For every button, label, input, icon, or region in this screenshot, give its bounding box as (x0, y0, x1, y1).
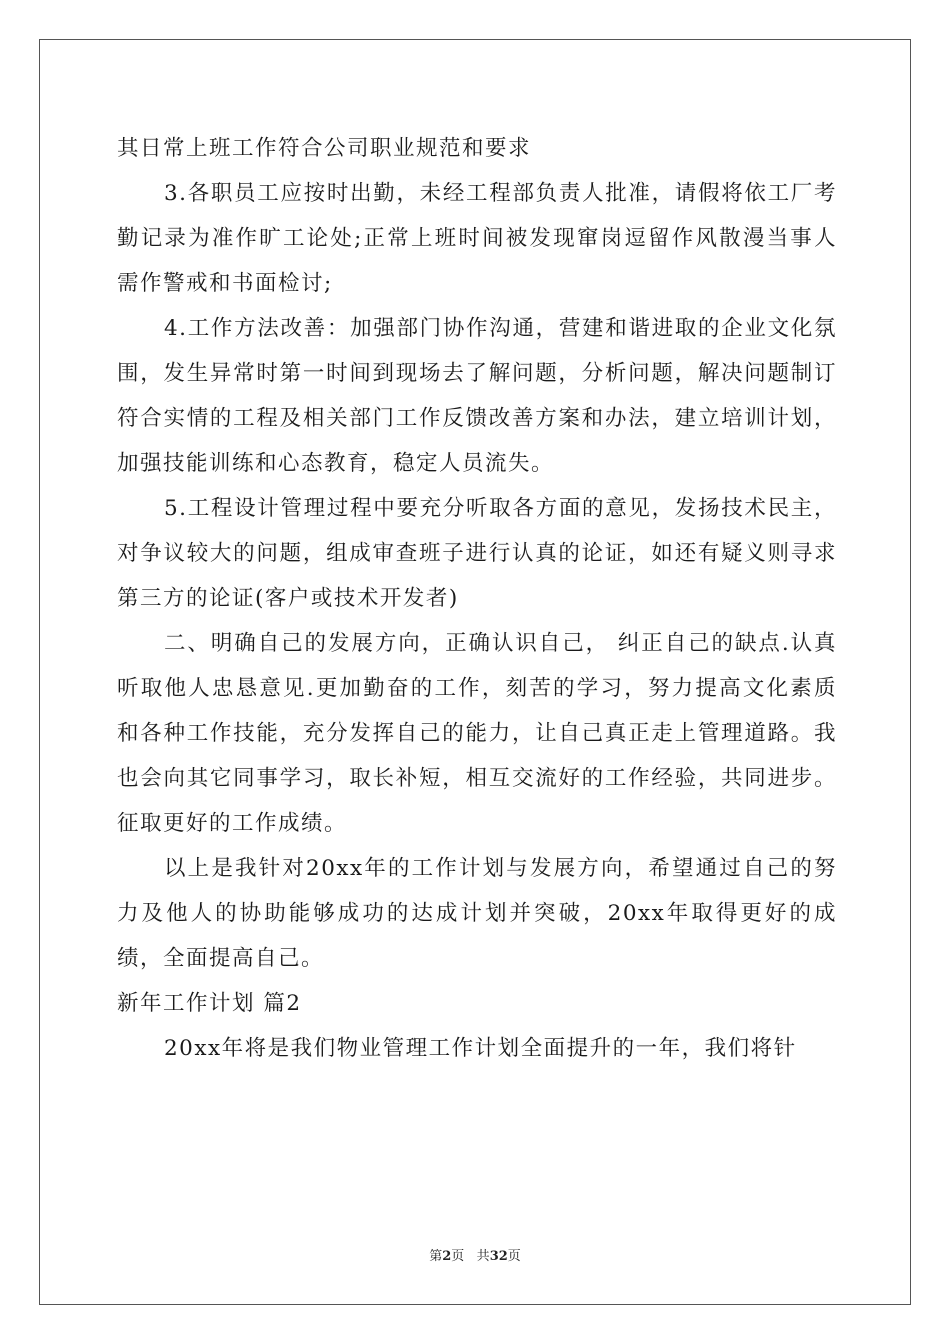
footer-total-suffix: 页 (507, 1249, 521, 1264)
paragraph: 二、明确自己的发展方向，正确认识自己， 纠正自己的缺点.认真听取他人忠恳意见.更加勤奋的工作，刻苦的学习，努力提高文化素质和各种工作技能，充分发挥自己的能力，让自己真正走上管理道路。我也会向其它同事学习，取长补短，相互交流好的工作经验，共同进步。征取更好的工作成绩。 (117, 631, 837, 836)
footer-page-number: 2 (442, 1249, 452, 1264)
footer-page-prefix: 第 (429, 1249, 443, 1264)
paragraph: 20xx年将是我们物业管理工作计划全面提升的一年，我们将针 (164, 1036, 797, 1061)
footer-total-pages: 32 (489, 1249, 508, 1264)
paragraph: 其日常上班工作符合公司职业规范和要求 (117, 136, 532, 161)
section-heading: 新年工作计划 篇2 (117, 991, 302, 1016)
paragraph: 3.各职员工应按时出勤，未经工程部负责人批准，请假将依工厂考勤记录为准作旷工论处;正常上班时间被发现窜岗逗留作风散漫当事人需作警戒和书面检讨; (117, 181, 837, 296)
page-footer (0, 1245, 950, 1264)
paragraph: 以上是我针对20xx年的工作计划与发展方向，希望通过自己的努力及他人的协助能够成功的达成计划并突破，20xx年取得更好的成绩，全面提高自己。 (117, 856, 837, 971)
paragraph: 4.工作方法改善：加强部门协作沟通，营建和谐进取的企业文化氛围，发生异常时第一时间到现场去了解问题，分析问题，解决问题制订符合实情的工程及相关部门工作反馈改善方案和办法，建立培训计划，加强技能训练和心态教育，稳定人员流失。 (117, 316, 837, 476)
paragraph: 5.工程设计管理过程中要充分听取各方面的意见，发扬技术民主，对争议较大的问题，组成审查班子进行认真的论证，如还有疑义则寻求第三方的论证(客户或技术开发者) (117, 496, 837, 611)
footer-total-prefix: 共 (476, 1249, 490, 1264)
document-body (117, 126, 837, 1071)
footer-page-suffix: 页 (451, 1249, 465, 1264)
